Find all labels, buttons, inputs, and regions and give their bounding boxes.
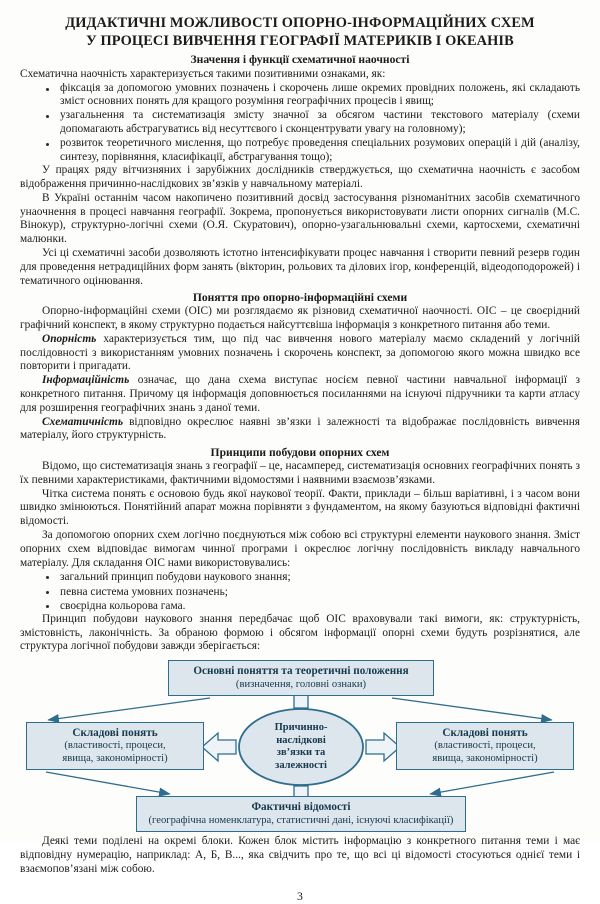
list-item: своєрідна кольорова гама.: [20, 599, 580, 613]
center-line-3: зв’язки та: [276, 747, 326, 759]
list-item: фіксація за допомогою умовних позначень і скорочень лише окремих провідних положень, які складають зміст основних понять для кращого розуміння географічних процесів і явищ;: [20, 82, 580, 110]
page-title-line-2: У ПРОЦЕСІ ВИВЧЕННЯ ГЕОГРАФІЇ МАТЕРИКІВ І ОКЕАНІВ: [86, 33, 514, 50]
diagram-box-components-right: [396, 722, 574, 770]
page-title-line-1: ДИДАКТИЧНІ МОЖЛИВОСТІ ОПОРНО-ІНФОРМАЦІЙНИХ СХЕМ: [65, 15, 535, 31]
list-item: певна система умовних позначень;: [20, 585, 580, 599]
diagram-box-factual-data: [136, 796, 466, 832]
block-arrow-left: [202, 733, 236, 761]
paragraph-closing: Деякі теми поділені на окремі блоки. Кожен блок містить інформацію з конкретного питання теми і має відповідну нумерацію, наприклад: А, Б, В..., яка свідчить про те, що всі ці відомості стосуються однієї теми і взаємопов’язані між собою.: [20, 835, 580, 875]
paragraph-researchers: У працях ряду вітчизняних і зарубіжних дослідників стверджується, що схематична наочність є засобом відображення причинно-наслідкових зв’язків у навчальному матеріалі.: [20, 164, 580, 191]
center-line-1: Причинно-: [274, 722, 328, 734]
paragraph-informatsiynist: [20, 374, 580, 415]
list-item: загальний принцип побудови наукового знання;: [20, 570, 580, 584]
list-item: узагальнення та систематизація змісту значної за обсягом частини текстового матеріалу (схеми допомагають абстрагуватись від несуттєвого і сконцентрувати увагу на головному);: [20, 109, 580, 137]
paragraph-ois-definition: Опорно-інформаційні схеми (ОІС) ми розглядаємо як різновид схематичної наочності. ОІС – це своєрідний графічний конспект, в якому структурно подається найсуттєвіша інформація з конкретного питання або теми.: [20, 305, 580, 332]
box-top-line-1: Основні поняття та теоретичні положення: [193, 664, 409, 677]
page-number: 3: [297, 888, 303, 903]
paragraph-requirements: Принцип побудови наукового знання передбачає щоб ОІС враховували такі вимоги, як: структурність, змістовність, лаконічність. За обраною формою і обсягом інформації опорні схеми будуть розрізнятися, але структура логічної побудови завжди зберігається:: [20, 612, 580, 653]
paragraph-ukraine-experience: В Україні останнім часом накопичено позитивний досвід застосування різноманітних засобів схематичного унаочнення в процесі навчання географії. Зокрема, пропонується використовувати листи опорних сигналів (М.С. Вінокур), структурно-логічні схеми (О.Я. Скуратович), опорно-узагальнювальні схеми, картосхеми, схематичні малюнки.: [20, 191, 580, 246]
paragraph-concept-system: Чітка система понять є основою будь якої наукової теорії. Факти, приклади – більш варіативні, і з часом вони швидко змінюються. Понятійний апарат можна порівняти з фундаментом, на якому базуються відповідні фактичні відомості.: [20, 487, 580, 528]
connector-right-to-bottom: [430, 772, 554, 794]
page-title: [20, 14, 580, 51]
box-top-line-2: (визначення, головні ознаки): [235, 678, 367, 690]
block-arrow-right: [366, 733, 400, 761]
section-heading-concept: Поняття про опорно-інформаційні схеми: [192, 290, 408, 304]
box-left-line-3: явища, закономірності): [62, 753, 168, 765]
section-heading-principles: Принципи побудови опорних схем: [210, 445, 390, 459]
connector-left-to-bottom: [46, 772, 170, 794]
term-opornist: Опорність: [42, 332, 97, 345]
paragraph-systematization: Відомо, що систематизація знань з географії – це, насамперед, систематизація основних географічних понять з їх певними характеристиками, фактичними відомостями і наявними взаємозв’язками.: [20, 460, 580, 486]
center-line-2: наслідкові: [276, 734, 326, 746]
connector-top-to-right: [392, 698, 552, 720]
paragraph-structural-elements: За допомогою опорних схем логічно поєднуються між собою всі структурні елементи наукового знання. Зміст опорних схем відповідає вимогам чинної програми і окреслює логічну послідовність викладу навчального матеріалу. Для складання ОІС нами використовувались:: [20, 529, 580, 569]
box-bottom-line-1: Фактичні відомості: [251, 800, 351, 813]
features-bullet-list: [20, 82, 580, 165]
box-left-line-1: Складові понять: [72, 726, 158, 739]
principles-bullet-list: [20, 570, 580, 613]
paragraph-informatsiynist-text: означає, що дана схема виступає носієм певної частини навчальної інформації з конкретного питання. Причому ця інформація доповнюється посиланнями на існуючі підручники та карти атласу для розширення географічних знань з даної теми.: [20, 374, 580, 414]
list-item: розвиток теоретичного мислення, що потребує проведення спеціальних розумових операцій і дій (аналізу, синтезу, порівняння, класифікації, абстрагування тощо);: [20, 137, 580, 165]
term-shematychnist: Схематичність: [42, 415, 124, 428]
paragraph-shematychnist-text: відповідно окреслює наявні зв’язки і залежності та відображає послідовність вивчення матеріалу, його структурність.: [20, 415, 580, 442]
term-informatsiynist: Інформаційність: [42, 374, 130, 387]
center-ellipse: [239, 709, 363, 785]
box-left-line-2: (властивості, процеси,: [64, 740, 166, 752]
paragraph-opornist-text: характеризується тим, що під час вивчення нового матеріалу маємо складений у логічній послідовності з використанням умовних позначень і скорочень конспект, за допомогою якого можна швидко все повторити і пригадати.: [20, 332, 580, 373]
box-right-line-2: (властивості, процеси,: [434, 740, 536, 752]
intro-paragraph: Схематична наочність характеризується такими позитивними ознаками, як:: [20, 67, 386, 80]
connector-top-to-left: [48, 698, 210, 720]
box-right-line-1: Складові понять: [442, 726, 528, 739]
section-heading-significance: Значення і функції схематичної наочності: [190, 53, 410, 67]
box-right-line-3: явища, закономірності): [432, 753, 538, 765]
ois-structure-diagram: [20, 660, 580, 835]
paragraph-shematychnist: [20, 416, 580, 444]
paragraph-opornist: [20, 333, 580, 374]
center-line-4: залежності: [275, 759, 327, 771]
box-bottom-line-2: (географічна номенклатура, статистичні дані, існуючі класифікації): [148, 814, 454, 826]
diagram-box-main-concepts: [168, 660, 434, 696]
paragraph-intensification: Усі ці схематичні засоби дозволяють істотно інтенсифікувати процес навчання і створити певний резерв годин для проведення нетрадиційних форм занять (вікторин, рольових та ділових ігор, конференцій, відеодоподорожей) і тематичного оцінювання.: [20, 247, 580, 287]
diagram-box-components-left: [26, 722, 204, 770]
